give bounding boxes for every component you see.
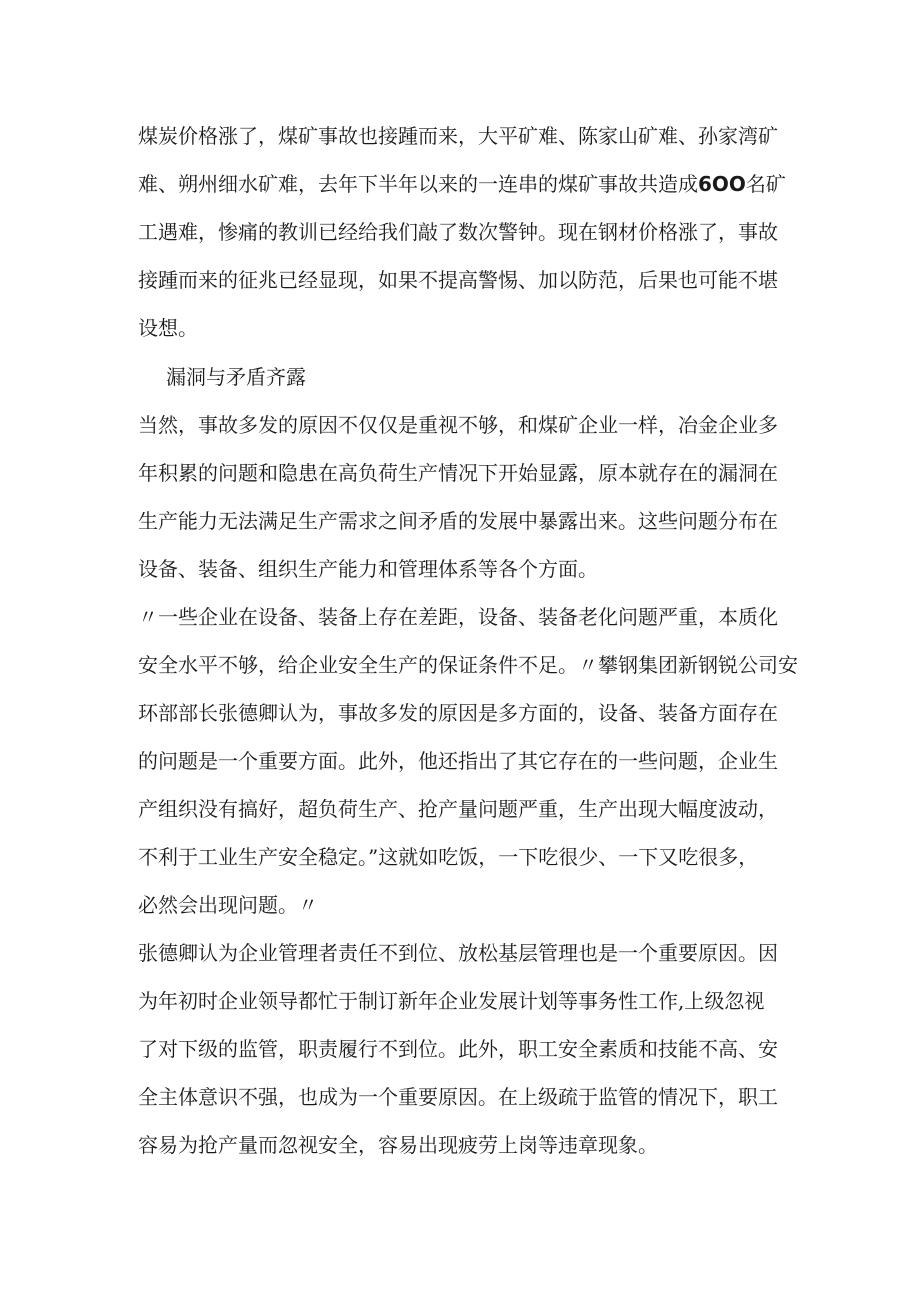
paragraph-4-line-4: 全主体意识不强，也成为一个重要原因。在上级疏于监管的情况下，职工	[138, 1085, 778, 1109]
paragraph-4-line-1: 张德卿认为企业管理者责任不到位、放松基层管理也是一个重要原因。因	[138, 941, 778, 965]
paragraph-2-line-3: 生产能力无法满足生产需求之间矛盾的发展中暴露出来。这些问题分布在	[138, 509, 778, 533]
paragraph-4-line-5: 容易为抢产量而忽视安全，容易出现疲劳上岗等违章现象。	[138, 1133, 658, 1157]
paragraph-2-line-4: 设备、装备、组织生产能力和管理体系等各个方面。	[138, 557, 598, 581]
paragraph-1-line-4: 接踵而来的征兆已经显现，如果不提高警惕、加以防范，后果也可能不堪	[138, 268, 778, 292]
paragraph-1-line-3: 工遇难，惨痛的教训已经给我们敲了数次警钟。现在钢材价格涨了，事故	[138, 220, 778, 244]
paragraph-3-line-2: 安全水平不够，给企业安全生产的保证条件不足。〃攀钢集团新钢锐公司安	[138, 653, 798, 677]
paragraph-3-line-5: 产组织没有搞好，超负荷生产、抢产量问题严重，生产出现大幅度波动，	[138, 797, 778, 821]
paragraph-1-line-1: 煤炭价格涨了，煤矿事故也接踵而来，大平矿难、陈家山矿难、孙家湾矿	[138, 124, 778, 148]
paragraph-3-line-6: 不利于工业生产安全稳定。”这就如吃饭，一下吃很少、一下又吃很多，	[138, 845, 759, 869]
paragraph-1-line-5: 设想。	[138, 316, 198, 340]
paragraph-3-line-4: 的问题是一个重要方面。此外，他还指出了其它存在的一些问题，企业生	[138, 749, 778, 773]
paragraph-4-line-3: 了对下级的监管，职责履行不到位。此外，职工安全素质和技能不高、安	[138, 1037, 778, 1061]
paragraph-1-line-2-text-a: 难、朔州细水矿难，去年下半年以来的一连串的煤矿事故共造成	[138, 172, 698, 196]
paragraph-3-line-7: 必然会出现问题。〃	[138, 893, 318, 917]
casualty-count: 6OO	[698, 172, 746, 196]
paragraph-4-line-2: 为年初时企业领导都忙于制订新年企业发展计划等事务性工作,上级忽视	[138, 989, 765, 1013]
paragraph-3-line-3: 环部部长张德卿认为，事故多发的原因是多方面的，设备、装备方面存在	[138, 701, 778, 725]
paragraph-2-line-1: 当然，事故多发的原因不仅仅是重视不够，和煤矿企业一样，冶金企业多	[138, 413, 778, 437]
paragraph-2-line-2: 年积累的问题和隐患在高负荷生产情况下开始显露，原本就存在的漏洞在	[138, 461, 778, 485]
paragraph-1-line-2-text-b: 名矿	[745, 172, 786, 196]
paragraph-3-line-1: 〃一些企业在设备、装备上存在差距，设备、装备老化问题严重，本质化	[138, 605, 778, 629]
paragraph-1-line-2	[138, 171, 786, 197]
section-heading: 漏洞与矛盾齐露	[166, 365, 306, 389]
